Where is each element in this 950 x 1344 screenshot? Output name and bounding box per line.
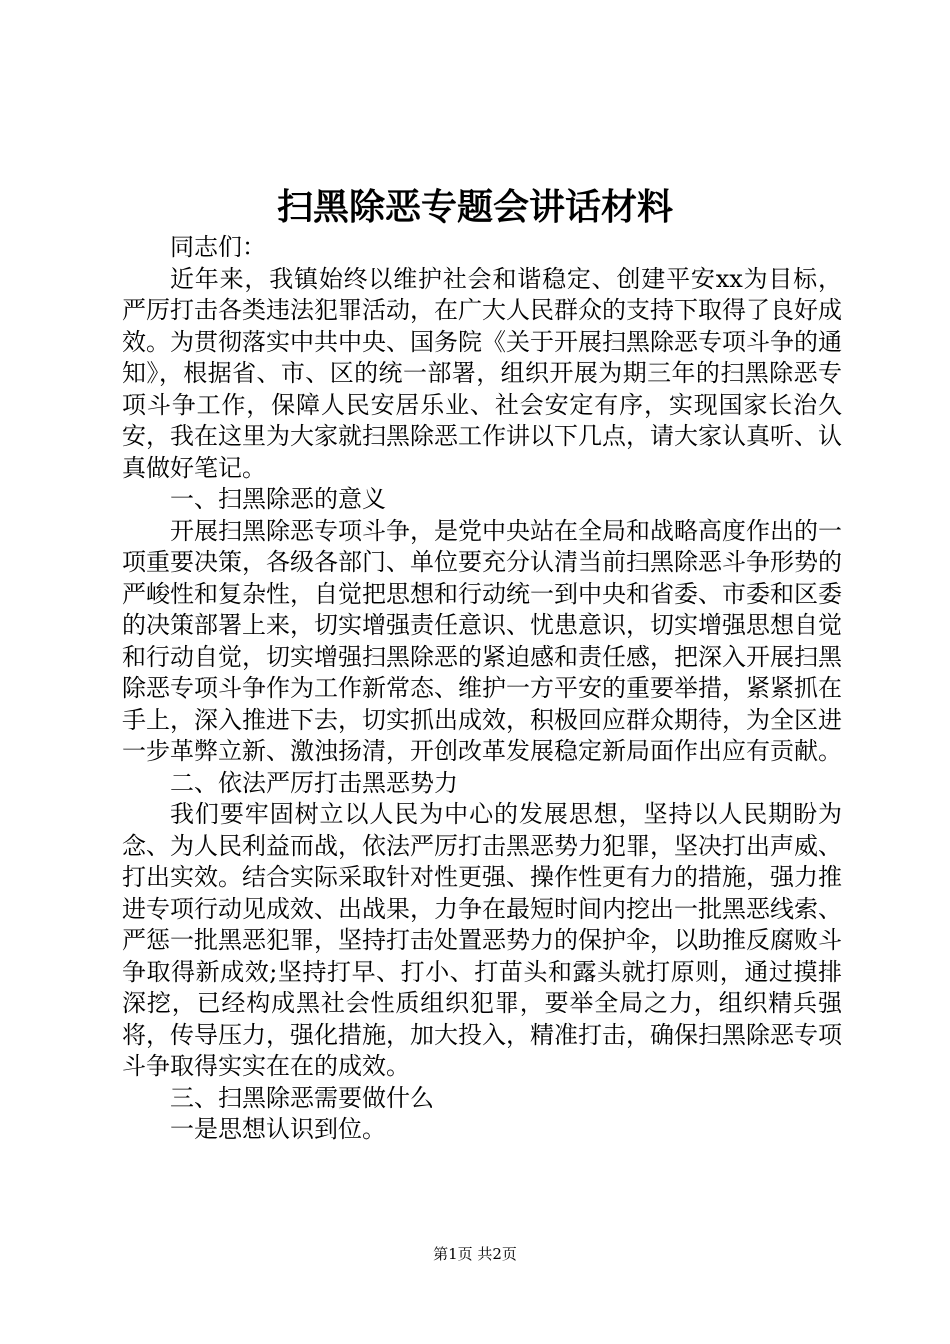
section-heading-3: 三、扫黑除恶需要做什么 <box>170 1083 434 1112</box>
section-heading-1: 一、扫黑除恶的意义 <box>170 485 386 513</box>
section-2-paragraph: 我们要牢固树立以人民为中心的发展思想，坚持以人民期盼为念、为人民利益而战，依法严厉打击黑恶势力犯罪，坚决打出声威、打出实效。结合实际采取针对性更强、操作性更有力的措施，强力推进专项行动见成效、出战果，力争在最短时间内挖出一批黑恶线索、严惩一批黑恶犯罪，坚持打击处置恶势力的保护伞，以助推反腐败斗争取得新成效;坚持打早、打小、打苗头和露头就打原则，通过摸排深挖，已经构成黑社会性质组织犯罪，要举全局之力，组织精兵强将，传导压力，强化措施，加大投入，精准打击，确保扫黑除恶专项斗争取得实实在在的成效。 <box>122 800 842 1080</box>
section-heading-2: 二、依法严厉打击黑恶势力 <box>170 768 458 797</box>
salutation: 同志们： <box>170 233 266 261</box>
section-3-item-1: 一是思想认识到位。 <box>170 1115 386 1143</box>
document-body <box>122 232 842 1146</box>
page-footer: 第1页 共2页 <box>433 1245 517 1263</box>
document-title: 扫黑除恶专题会讲话材料 <box>276 186 673 228</box>
intro-paragraph: 近年来，我镇始终以维护社会和谐稳定、创建平安xx为目标，严厉打击各类违法犯罪活动，在广大人民群众的支持下取得了良好成效。为贯彻落实中共中央、国务院《关于开展扫黑除恶专项斗争的通知》，根据省、市、区的统一部署，组织开展为期三年的扫黑除恶专项斗争工作，保障人民安居乐业、社会安定有序，实现国家长治久安，我在这里为大家就扫黑除恶工作讲以下几点，请大家认真听、认真做好笔记。 <box>122 264 842 482</box>
section-1-paragraph: 开展扫黑除恶专项斗争，是党中央站在全局和战略高度作出的一项重要决策，各级各部门、单位要充分认清当前扫黑除恶斗争形势的严峻性和复杂性，自觉把思想和行动统一到中央和省委、市委和区委的决策部署上来，切实增强责任意识、忧患意识，切实增强思想自觉和行动自觉，切实增强扫黑除恶的紧迫感和责任感，把深入开展扫黑除恶专项斗争作为工作新常态、维护一方平安的重要举措，紧紧抓在手上，深入推进下去，切实抓出成效，积极回应群众期待，为全区进一步革弊立新、激浊扬清，开创改革发展稳定新局面作出应有贡献。 <box>122 516 842 765</box>
